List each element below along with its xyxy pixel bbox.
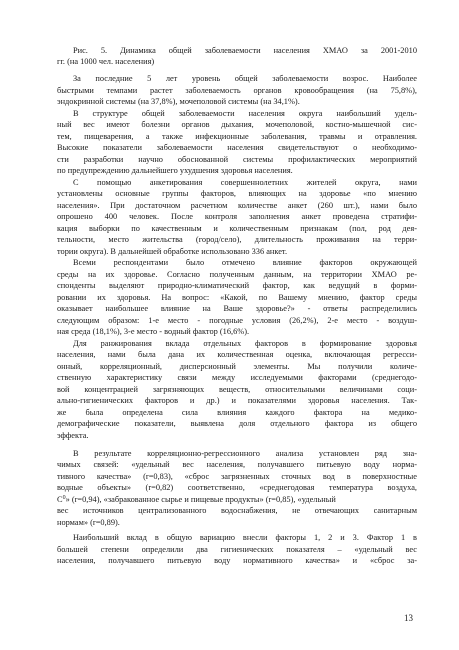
paragraph-line: большей степени определили два гигиенических показателя – «удельный вес	[57, 545, 417, 554]
figure-caption-line: Рис. 5. Динамика общей заболеваемости населения ХМАО за 2001-2010	[73, 46, 417, 55]
paragraph-line: чимых связей: «удельный вес населения, получавшего питьевую воду норма-	[57, 460, 417, 469]
paragraph-line: В структуре общей заболеваемости населения округа наибольший удель-	[73, 109, 417, 118]
paragraph-line: тем, пищеварения, а также инфекционные заболевания, травмы и отравления.	[57, 132, 417, 141]
paragraph-line: ственную характеристику связи между исследуемыми факторами (среднегодо-	[57, 373, 417, 382]
paragraph-line: В результате корреляционно-регрессионного анализа установлен ряд зна-	[73, 449, 417, 458]
paragraph-line: опрошено 400 человек. После контроля заполнения анкет проведена стратифи-	[57, 212, 417, 221]
paragraph-line: За последние 5 лет уровень общей заболеваемости возрос. Наиболее	[73, 74, 417, 83]
paragraph-line: ально-гигиенических факторов и др.) и показателями здоровья населения. Так-	[57, 396, 417, 405]
paragraph-line: по предупреждению дальнейшего ухудшения здоровья населения.	[57, 166, 293, 175]
paragraph-line: установлены основные группы факторов, влияющих на здоровье «по мнению	[57, 189, 417, 198]
paragraph-line: ровании их здоровья. На вопрос: «Какой, по Вашему мнению, фактор среды	[57, 293, 417, 302]
paragraph-line: Всеми респондентами было отмечено влияние факторов окружающей	[73, 258, 417, 267]
page-number: 13	[404, 613, 413, 623]
paragraph-line: населения, получавшего питьевую воду нормативного качества» и «сброс за-	[57, 556, 417, 565]
paragraph-line: Для ранжирования вклада отдельных факторов в формирование здоровья	[73, 339, 417, 348]
paragraph-line: онный, корреляционный, дисперсионный элементы. Мы получили количе-	[57, 362, 417, 371]
paragraph-line: населения, нами была дана их количественная оценка, включающая регресси-	[57, 350, 417, 359]
paragraph-line: оказывает наибольшее влияние на Ваше здоровье?» - ответы распределились	[57, 304, 417, 313]
paragraph-line: сти разработки научно обоснованной системы профилактических мероприятий	[57, 155, 417, 164]
paragraph-line: же была определена сила влияния каждого фактора на медико-	[57, 408, 417, 417]
paragraph-line: населения». При достаточном расчетном количестве анкет (260 шт.), нами было	[57, 201, 417, 210]
degree-superscript: 0	[62, 495, 66, 501]
paragraph-line: быстрыми темпами растет заболеваемость органов кровообращения (на 75,8%),	[57, 86, 417, 95]
unit-letter: С	[57, 495, 63, 504]
paragraph-line: вес источников централизованного водоснабжения, не отвечающих санитарным	[57, 506, 417, 515]
paragraph-line: эффекта.	[57, 431, 89, 440]
paragraph-line-fragment: » (r=0,94), «забракованное сырье и пищевые продукты» (r=0,85), «удельный	[65, 495, 336, 504]
paragraph-line: демографические показатели, выявлена доля отдельного фактора из общего	[57, 419, 417, 428]
paragraph-line: ный вес имеют болезни органов дыхания, мочеполовой, костно-мышечной сис-	[57, 120, 417, 129]
paragraph-line: среды на их здоровье. Согласно полученным данным, на территории ХМАО ре-	[57, 270, 417, 279]
figure-caption-line: гг. (на 1000 чел. населения)	[57, 57, 155, 66]
paragraph-line: тории округа). В дальнейшей обработке использовано 336 анкет.	[57, 247, 288, 256]
paragraph-line: водные объекты» (r=0,82) соответственно, «среднегодовая температура воздуха,	[57, 483, 417, 492]
paragraph-line: Наибольший вклад в общую вариацию внесли факторы 1, 2 и 3. Фактор 1 в	[73, 533, 417, 542]
paragraph-line: ная среда (18,1%), 3-е место - водный фактор (16,6%).	[57, 327, 250, 336]
paragraph-line: Высокие показатели заболеваемости населения свидетельствуют о необходимо-	[57, 143, 417, 152]
paragraph-line	[57, 494, 417, 505]
paragraph-line: вой концентрацией загрязняющих веществ, относительными величинами соци-	[57, 385, 417, 394]
paragraph-line: эндокринной системы (на 37,8%), мочеполовой системы (на 34,1%).	[57, 97, 300, 106]
paragraph-line: С помощью анкетирования совершеннолетних жителей округа, нами	[73, 178, 417, 187]
paragraph-line: спонденты выделяют природно-климатический фактор, как ведущий в форми-	[57, 281, 417, 290]
paragraph-line: следующим образом: 1-е место - погодные условия (26,2%), 2-е место - воздуш-	[57, 316, 417, 325]
paragraph-line: тельности, место жительства (город/село), длительность проживания на терри-	[57, 235, 417, 244]
paragraph-line: тивного качества» (r=0,83), «сброс загрязненных сточных вод в поверхностные	[57, 472, 417, 481]
paragraph-line: кация выборки по качественным и количественным признакам (пол, род дея-	[57, 224, 417, 233]
paragraph-line: нормам» (r=0,89).	[57, 518, 120, 527]
